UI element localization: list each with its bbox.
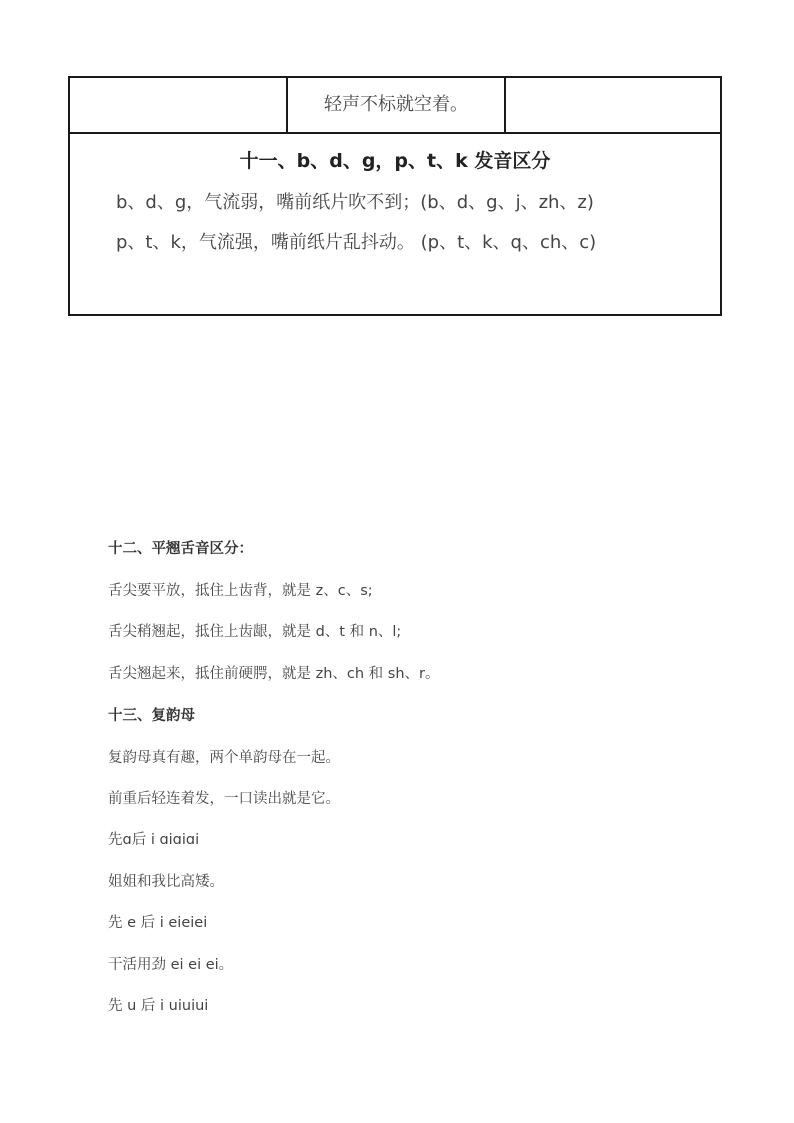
table-cell-2-text: 轻声不标就空着。	[324, 94, 468, 115]
section12-line-3: 舌尖翘起来，抵住前硬腭，就是 zh、ch 和 sh、r。	[108, 666, 440, 682]
section12-heading: 十二、平翘舌音区分：	[108, 541, 253, 557]
section13-line-4: 姐姐和我比高矮。	[108, 874, 224, 890]
section13-line-7: 先 u 后 i uiuiui	[108, 998, 209, 1014]
table-top-row	[70, 78, 720, 134]
table-cell-2	[288, 78, 506, 132]
section12-line-1: 舌尖要平放，抵住上齿背，就是 z、c、s;	[108, 583, 373, 599]
section13-line-3: 先ɑ后 i ɑiɑiɑi	[108, 832, 200, 848]
section13-line-5: 先 e 后 i eieiei	[108, 915, 208, 931]
section11-line-1: b、d、g，气流弱，嘴前纸片吹不到；(b、d、g、j、zh、z)	[116, 192, 594, 213]
section13-line-6: 干活用劲 ei ei ei。	[108, 957, 234, 973]
table-section11-row	[70, 134, 720, 314]
table-cell-3	[506, 78, 722, 132]
section11-line-2: p、t、k，气流强，嘴前纸片乱抖动。 (p、t、k、q、ch、c)	[116, 232, 597, 253]
section12-line-2: 舌尖稍翘起，抵住上齿龈，就是 d、t 和 n、l;	[108, 624, 402, 640]
section13-line-2: 前重后轻连着发，一口读出就是它。	[108, 791, 340, 807]
section11-title: 十一、b、d、g，p、t、k 发音区分	[239, 150, 551, 172]
table-cell-1	[70, 78, 288, 132]
section13-line-1: 复韵母真有趣，两个单韵母在一起。	[108, 750, 340, 766]
section13-heading: 十三、复韵母	[108, 708, 195, 724]
content-table	[68, 76, 722, 316]
